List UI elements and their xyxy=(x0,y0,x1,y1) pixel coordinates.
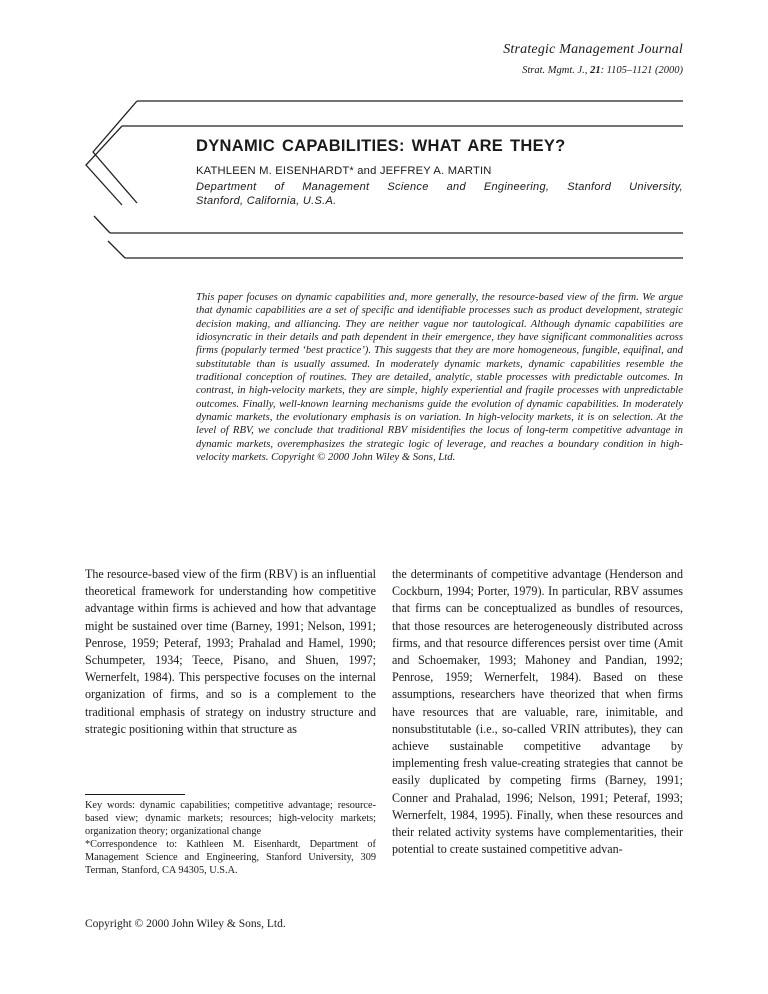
body-column-right xyxy=(392,566,683,858)
paper-title: DYNAMIC CAPABILITIES: WHAT ARE THEY? xyxy=(196,137,566,155)
affiliation xyxy=(196,181,683,209)
correspondence-note: *Correspondence to: Kathleen M. Eisenhardt, Department of Management Science and Engineering, Stanford University, 309 Terman, Stanford, CA 94305, U.S.A. xyxy=(85,838,376,876)
body-column-left xyxy=(85,566,376,738)
masthead xyxy=(85,95,683,267)
journal-header xyxy=(503,42,683,76)
keywords: Key words: dynamic capabilities; competitive advantage; resource-based view; dynamic markets; resources; high-velocity markets; organization theory; organizational change xyxy=(85,800,376,837)
footer-copyright: Copyright © 2000 John Wiley & Sons, Ltd. xyxy=(85,918,286,930)
affiliation-line1: Department of Management Science and Engineering, Stanford University, xyxy=(196,181,683,193)
abstract: This paper focuses on dynamic capabilities and, more generally, the resource-based view of the firm. We argue that dynamic capabilities are a set of specific and identifiable processes such as product development, strategic decision making, and alliancing. They are neither vague nor tautological. Although dynamic capabilities are idiosyncratic in their details and path dependent in their emergence, they have significant commonalities across firms (popularly termed ‘best practice’). This suggests that they are more homogeneous, fungible, equifinal, and substitutable than is usually assumed. In moderately dynamic markets, dynamic capabilities resemble the traditional conception of routines. They are detailed, analytic, stable processes with predictable outcomes. In contrast, in high-velocity markets, they are simple, highly experiential and fragile processes with unpredictable outcomes. Finally, well-known learning mechanisms guide the evolution of dynamic capabilities. In moderately dynamic markets, the evolutionary emphasis is on variation. In high-velocity markets, it is on selection. At the level of RBV, we conclude that traditional RBV misidentifies the locus of long-term competitive advantage in dynamic markets, overemphasizes the strategic logic of leverage, and reaches a boundary condition in high-velocity markets. Copyright © 2000 John Wiley & Sons, Ltd. xyxy=(196,291,683,464)
authors: KATHLEEN M. EISENHARDT* and JEFFREY A. MARTIN xyxy=(196,165,492,177)
footnote-rule xyxy=(85,794,185,795)
title-block xyxy=(196,137,683,209)
citation-prefix: Strat. Mgmt. J., xyxy=(522,65,591,76)
citation-volume: 21 xyxy=(590,65,601,76)
body-paragraph-right: the determinants of competitive advantage (Henderson and Cockburn, 1994; Porter, 1979). In particular, RBV assumes that firms can be conceptualized as bundles of resources, that those resources are heterogeneously distributed across firms, and that resource differences persist over time (Amit and Schoemaker, 1993; Mahoney and Pandian, 1992; Penrose, 1959; Wernerfelt, 1984). Based on these assumptions, researchers have theorized that when firms have resources that are valuable, rare, inimitable, and nonsubstitutable (i.e., so-called VRIN attributes), they can achieve sustainable competitive advantage by implementing fresh value-creating strategies that cannot be easily duplicated by competing firms (Barney, 1991; Conner and Prahalad, 1996; Nelson, 1991; Peteraf, 1993; Wernerfelt, 1984, 1995). Finally, when these resources and their related activity systems have complementarities, their potential to create sustained competitive advan- xyxy=(392,567,683,857)
affiliation-line2: Stanford, California, U.S.A. xyxy=(196,194,337,207)
journal-citation xyxy=(503,65,683,76)
page-footer xyxy=(85,918,286,930)
footnote-block xyxy=(85,794,376,877)
body-paragraph-left: The resource-based view of the firm (RBV) is an influential theoretical framework for understanding how competitive advantage within firms is achieved and how that advantage might be sustained over time (Barney, 1991; Nelson, 1991; Penrose, 1959; Peteraf, 1993; Prahalad and Hamel, 1990; Schumpeter, 1934; Teece, Pisano, and Shuen, 1997; Wernerfelt, 1984). This perspective focuses on the internal organization of firms, and so is a complement to the traditional emphasis of strategy on industry structure and strategic positioning within that structure as xyxy=(85,567,376,736)
journal-name: Strategic Management Journal xyxy=(503,42,683,57)
citation-suffix: : 1105–1121 (2000) xyxy=(600,65,683,76)
